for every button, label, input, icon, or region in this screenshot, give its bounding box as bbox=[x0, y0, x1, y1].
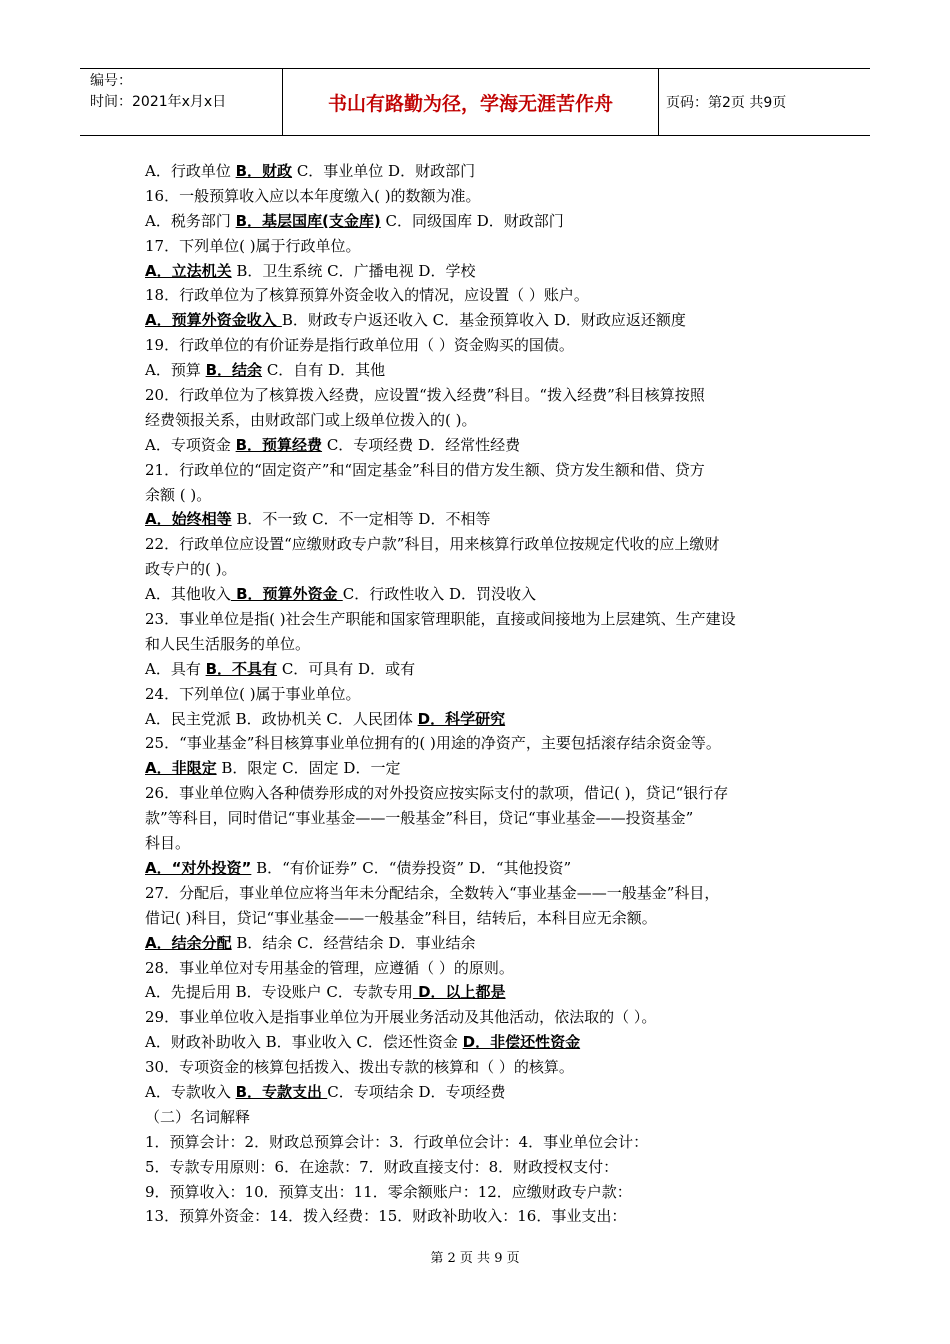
text-line bbox=[145, 831, 810, 856]
text-line bbox=[145, 582, 810, 607]
text-segment: B．财政专户返还收入 C．基金预算收入 D．财政应返还额度 bbox=[281, 311, 686, 330]
text-segment: A．具有 bbox=[145, 659, 206, 678]
text-line bbox=[145, 682, 810, 707]
text-segment: 28．事业单位对专用基金的管理，应遵循（ ）的原则。 bbox=[145, 958, 514, 977]
text-segment: B．卫生系统 C．广播电视 D．学校 bbox=[231, 261, 476, 280]
correct-answer: A．始终相等 bbox=[145, 510, 232, 529]
header-page-number: 页码：第2页 共9页 bbox=[666, 95, 787, 111]
correct-answer: B．结余 bbox=[205, 361, 263, 380]
text-line bbox=[145, 1180, 810, 1205]
text-segment: C．专项结余 D．专项经费 bbox=[327, 1082, 506, 1101]
text-line bbox=[145, 906, 810, 931]
text-segment: A．预算 bbox=[145, 361, 206, 380]
text-line bbox=[145, 1155, 810, 1180]
correct-answer: D．科学研究 bbox=[417, 709, 506, 728]
text-segment: C．自有 D．其他 bbox=[262, 361, 386, 380]
text-segment: 19．行政单位的有价证券是指行政单位用（ ）资金购买的国债。 bbox=[145, 336, 574, 355]
text-segment: B．“有价证券” C．“债券投资” D．“其他投资” bbox=[251, 858, 572, 877]
text-segment: B．不一致 C．不一定相等 D．不相等 bbox=[231, 510, 491, 529]
text-line bbox=[145, 209, 810, 234]
text-line bbox=[145, 806, 810, 831]
text-segment: 25．“事业基金”科目核算事业单位拥有的( )用途的净资产，主要包括滚存结余资金等。 bbox=[145, 734, 721, 753]
text-line bbox=[145, 184, 810, 209]
text-line bbox=[145, 1030, 810, 1055]
text-segment: 23．事业单位是指( )社会生产职能和国家管理职能，直接或间接地为上层建筑、生产建设 bbox=[145, 610, 736, 629]
text-line bbox=[145, 507, 810, 532]
text-segment: 1．预算会计：2．财政总预算会计：3．行政单位会计：4．事业单位会计： bbox=[145, 1132, 649, 1151]
text-line bbox=[145, 1005, 810, 1030]
text-line bbox=[145, 458, 810, 483]
text-segment: 27．分配后，事业单位应将当年未分配结余，全数转入“事业基金——一般基金”科目， bbox=[145, 883, 720, 902]
text-segment: 22．行政单位应设置“应缴财政专户款”科目，用来核算行政单位按规定代收的应上缴财 bbox=[145, 535, 720, 554]
text-segment: 13．预算外资金：14．拨入经费：15．财政补助收入：16．事业支出： bbox=[145, 1207, 627, 1226]
text-line bbox=[145, 931, 810, 956]
text-line bbox=[145, 1055, 810, 1080]
correct-answer: A．结余分配 bbox=[145, 933, 232, 952]
text-segment: C．同级国库 D．财政部门 bbox=[380, 211, 564, 230]
text-line bbox=[145, 956, 810, 981]
text-line bbox=[145, 856, 810, 881]
text-segment: 款”等科目，同时借记“事业基金——一般基金”科目，贷记“事业基金——投资基金” bbox=[145, 809, 694, 828]
text-segment: 政专户的( )。 bbox=[145, 560, 237, 579]
text-line bbox=[145, 259, 810, 284]
text-segment: A．税务部门 bbox=[145, 211, 236, 230]
text-line bbox=[145, 358, 810, 383]
correct-answer: B．专款支出 bbox=[235, 1082, 328, 1101]
page-header bbox=[80, 68, 870, 136]
text-line bbox=[145, 607, 810, 632]
text-segment: 29．事业单位收入是指事业单位为开展业务活动及其他活动，依法取的（ ）。 bbox=[145, 1008, 657, 1027]
text-segment: A．民主党派 B．政协机关 C．人民团体 bbox=[145, 709, 418, 728]
text-segment: A．财政补助收入 B．事业收入 C．偿还性资金 bbox=[145, 1033, 463, 1052]
text-segment: 5．专款专用原则：6．在途款：7．财政直接支付：8．财政授权支付： bbox=[145, 1157, 619, 1176]
text-segment: 和人民生活服务的单位。 bbox=[145, 634, 311, 653]
text-segment: C．事业单位 D．财政部门 bbox=[292, 162, 476, 180]
text-line bbox=[145, 383, 810, 408]
text-segment: B．限定 C．固定 D．一定 bbox=[216, 759, 401, 778]
correct-answer: A．非限定 bbox=[145, 759, 217, 778]
text-segment: 20．行政单位为了核算拨入经费，应设置“拨入经费”科目。“拨入经费”科目核算按照 bbox=[145, 386, 705, 405]
correct-answer: A．预算外资金收入 bbox=[145, 311, 282, 330]
text-line bbox=[145, 1105, 810, 1130]
correct-answer: B．基层国库(支金库) bbox=[235, 211, 381, 230]
text-segment: 21．行政单位的“固定资产”和“固定基金”科目的借方发生额、贷方发生额和借、贷方 bbox=[145, 460, 705, 479]
correct-answer: A．立法机关 bbox=[145, 261, 232, 280]
text-line bbox=[145, 980, 810, 1005]
text-segment: C．可具有 D．或有 bbox=[277, 659, 416, 678]
header-meta bbox=[80, 69, 282, 135]
header-divider bbox=[658, 69, 659, 135]
correct-answer: D．以上都是 bbox=[412, 983, 506, 1002]
text-line bbox=[145, 159, 810, 184]
text-line bbox=[145, 707, 810, 732]
text-line bbox=[145, 1080, 810, 1105]
correct-answer: B．财政 bbox=[235, 162, 293, 180]
text-line bbox=[145, 234, 810, 259]
text-line bbox=[145, 731, 810, 756]
text-segment: C．行政性收入 D．罚没收入 bbox=[342, 585, 537, 604]
text-line bbox=[145, 308, 810, 333]
text-segment: 24．下列单位( )属于事业单位。 bbox=[145, 684, 361, 703]
text-segment: A．专款收入 bbox=[145, 1082, 236, 1101]
text-segment: 余额 ( )。 bbox=[145, 485, 212, 504]
text-line bbox=[145, 1204, 810, 1229]
correct-answer: A．“对外投资” bbox=[145, 858, 252, 877]
text-segment: 借记( )科目，贷记“事业基金——一般基金”科目，结转后，本科目应无余额。 bbox=[145, 908, 657, 927]
document-date: 时间：2021年x月x日 bbox=[90, 94, 227, 110]
document-body bbox=[145, 159, 810, 1229]
text-segment: 16．一般预算收入应以本年度缴入( )的数额为准。 bbox=[145, 186, 481, 205]
text-segment: 科目。 bbox=[145, 834, 191, 853]
text-segment: 18．行政单位为了核算预算外资金收入的情况，应设置（ ）账户。 bbox=[145, 286, 589, 305]
text-line bbox=[145, 557, 810, 582]
text-segment: C．专项经费 D．经常性经费 bbox=[322, 435, 521, 454]
text-segment: A．其他收入 bbox=[145, 585, 231, 604]
text-line bbox=[145, 657, 810, 682]
correct-answer: D．非偿还性资金 bbox=[462, 1033, 581, 1052]
text-line bbox=[145, 483, 810, 508]
text-segment: 经费领报关系，由财政部门或上级单位拨入的( )。 bbox=[145, 410, 477, 429]
text-line bbox=[145, 632, 810, 657]
text-segment: 9．预算收入：10．预算支出：11．零余额账户：12．应缴财政专户款： bbox=[145, 1182, 632, 1201]
text-line bbox=[145, 532, 810, 557]
text-line bbox=[145, 781, 810, 806]
text-segment: A．专项资金 bbox=[145, 435, 236, 454]
correct-answer: B．预算外资金 bbox=[230, 585, 343, 604]
text-line bbox=[145, 1130, 810, 1155]
text-line bbox=[145, 283, 810, 308]
page-footer: 第 2 页 共 9 页 bbox=[430, 1251, 520, 1266]
text-line bbox=[145, 756, 810, 781]
correct-answer: B．不具有 bbox=[205, 659, 278, 678]
text-line bbox=[145, 433, 810, 458]
header-motto: 书山有路勤为径，学海无涯苦作舟 bbox=[327, 92, 613, 115]
text-segment: 26．事业单位购入各种债券形成的对外投资应按实际支付的款项，借记( )，贷记“银行存 bbox=[145, 784, 729, 803]
text-segment: B．结余 C．经营结余 D．事业结余 bbox=[231, 933, 476, 952]
text-line bbox=[145, 408, 810, 433]
document-number: 编号： bbox=[90, 73, 132, 89]
text-segment: 30．专项资金的核算包括拨入、拨出专款的核算和（ ）的核算。 bbox=[145, 1058, 574, 1077]
text-segment: 17．下列单位( )属于行政单位。 bbox=[145, 236, 361, 255]
text-segment: （二）名词解释 bbox=[145, 1107, 251, 1126]
text-segment: A．先提后用 B．专设账户 C．专款专用 bbox=[145, 983, 413, 1002]
correct-answer: B．预算经费 bbox=[235, 435, 323, 454]
text-line bbox=[145, 333, 810, 358]
text-line bbox=[145, 881, 810, 906]
text-segment: A．行政单位 bbox=[145, 162, 236, 180]
